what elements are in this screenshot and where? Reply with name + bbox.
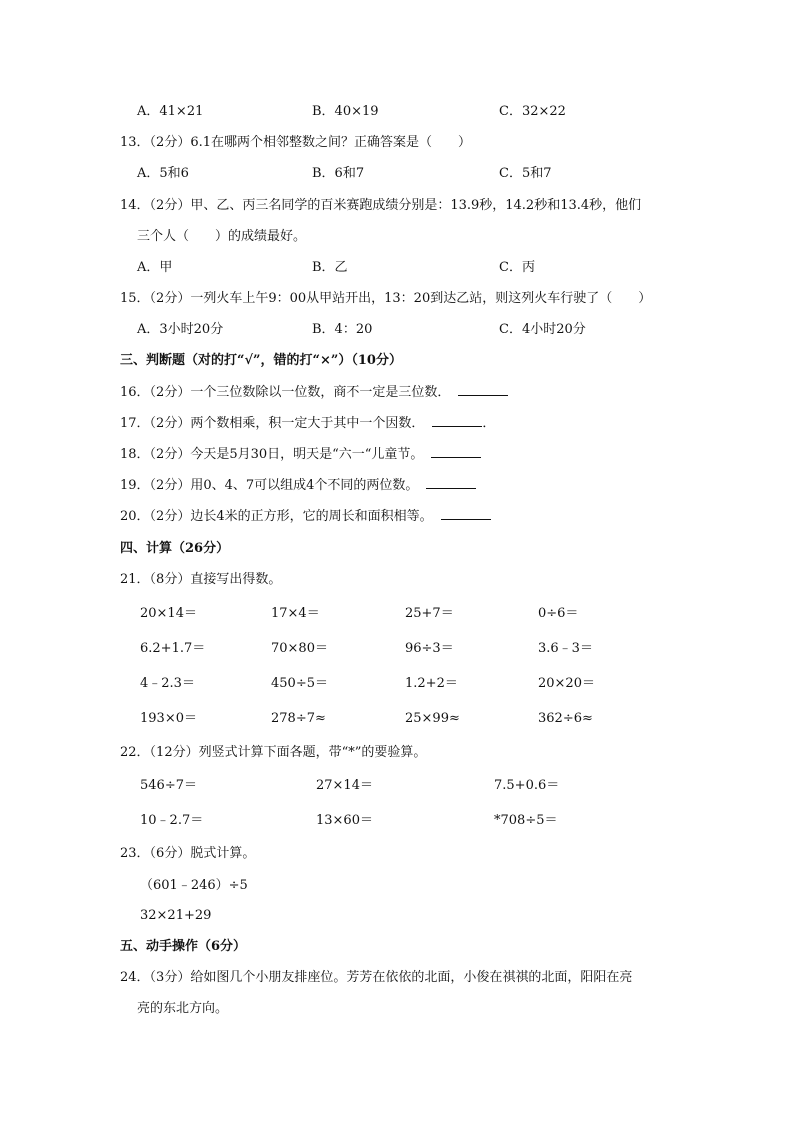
q21-item: 17×4＝ [271,606,320,621]
q22-item: 7.5+0.6＝ [494,778,560,793]
q15-option-a: A．3小时20分 [137,322,224,337]
q12-options [137,102,737,122]
q24-text-line1: 24．（3分）给如图几个小朋友排座位。芳芳在依依的北面，小俊在祺祺的北面，阳阳在亮 [120,970,633,985]
q21-item: 20×20＝ [538,676,595,691]
q19-item [120,476,476,496]
q23-text: 23．（6分）脱式计算。 [120,846,256,861]
q12-option-b: B．40×19 [312,104,379,119]
q12-option-a: A．41×21 [137,104,204,119]
q14-option-b: B．乙 [312,260,348,275]
q21-item: 25+7＝ [405,606,454,621]
q22-item: 546÷7＝ [140,778,197,793]
q15-option-b: B．4：20 [312,322,373,337]
section-4-heading: 四、计算（26分） [120,541,230,556]
q21-item: 25×99≈ [405,711,460,726]
q13-options [137,164,737,184]
q14-option-a: A．甲 [137,260,173,275]
q14-options [137,258,737,278]
q21-row [140,604,700,624]
q16-text: 16．（2分）一个三位数除以一位数，商不一定是三位数． [120,385,451,400]
q22-item: *708÷5＝ [494,813,558,828]
q14-text-line2: 三个人（ ）的成绩最好。 [137,229,307,244]
q22-row [140,776,700,796]
q20-item [120,507,491,527]
q21-item: 20×14＝ [140,606,197,621]
q22-item: 13×60＝ [316,813,373,828]
q21-item: 6.2+1.7＝ [140,641,206,656]
q22-text: 22．（12分）列竖式计算下面各题，带“*”的要验算。 [120,745,427,760]
q21-row [140,674,700,694]
q17-answer-blank[interactable] [432,414,482,427]
q19-text: 19．（2分）用0、4、7可以组成4个不同的两位数。 [120,478,419,493]
q13-option-c: C．5和7 [499,166,552,181]
q14-text-line1: 14．（2分）甲、乙、丙三名同学的百米赛跑成绩分别是：13.9秒，14.2秒和13.4秒，他们 [120,198,642,213]
section-5-heading: 五、动手操作（6分） [120,939,247,954]
q21-item: 4﹣2.3＝ [140,676,195,691]
q21-item: 3.6﹣3＝ [538,641,593,656]
q16-item [120,383,508,403]
q20-answer-blank[interactable] [441,507,491,520]
q17-suffix: ． [482,416,496,431]
q13-text: 13．（2分）6.1在哪两个相邻整数之间？正确答案是（ ） [120,135,471,150]
q17-text: 17．（2分）两个数相乘，积一定大于其中一个因数． [120,416,425,431]
q23-expression-2: 32×21+29 [140,908,212,923]
q18-item [120,445,481,465]
q23-expression-1: （601﹣246）÷5 [140,878,248,893]
q22-row [140,811,700,831]
section-3-heading: 三、判断题（对的打“√”，错的打“×”）（10分） [120,353,402,368]
q21-item: 362÷6≈ [538,711,593,726]
q21-item: 450÷5＝ [271,676,328,691]
q15-option-c: C．4小时20分 [499,322,586,337]
q12-option-c: C．32×22 [499,104,566,119]
q21-row [140,639,700,659]
q22-item: 10﹣2.7＝ [140,813,204,828]
q18-answer-blank[interactable] [431,445,481,458]
q22-item: 27×14＝ [316,778,373,793]
q21-text: 21．（8分）直接写出得数。 [120,572,282,587]
q21-row [140,709,700,729]
q14-option-c: C．丙 [499,260,535,275]
q15-options [137,320,737,340]
q13-option-b: B．6和7 [312,166,365,181]
q18-text: 18．（2分）今天是5月30日，明天是“六一“儿童节。 [120,447,424,462]
q21-item: 278÷7≈ [271,711,326,726]
q21-item: 0÷6＝ [538,606,579,621]
q17-item [120,414,495,434]
q16-answer-blank[interactable] [458,383,508,396]
q24-text-line2: 亮的东北方向。 [137,1001,229,1016]
q21-item: 193×0＝ [140,711,197,726]
q13-option-a: A．5和6 [137,166,189,181]
q21-item: 96÷3＝ [405,641,454,656]
q15-text: 15．（2分）一列火车上午9：00从甲站开出，13：20到达乙站，则这列火车行驶了（ ） [120,291,652,306]
q20-text: 20．（2分）边长4米的正方形，它的周长和面积相等。 [120,509,433,524]
q21-item: 1.2+2＝ [405,676,458,691]
q21-item: 70×80＝ [271,641,328,656]
q19-answer-blank[interactable] [426,476,476,489]
